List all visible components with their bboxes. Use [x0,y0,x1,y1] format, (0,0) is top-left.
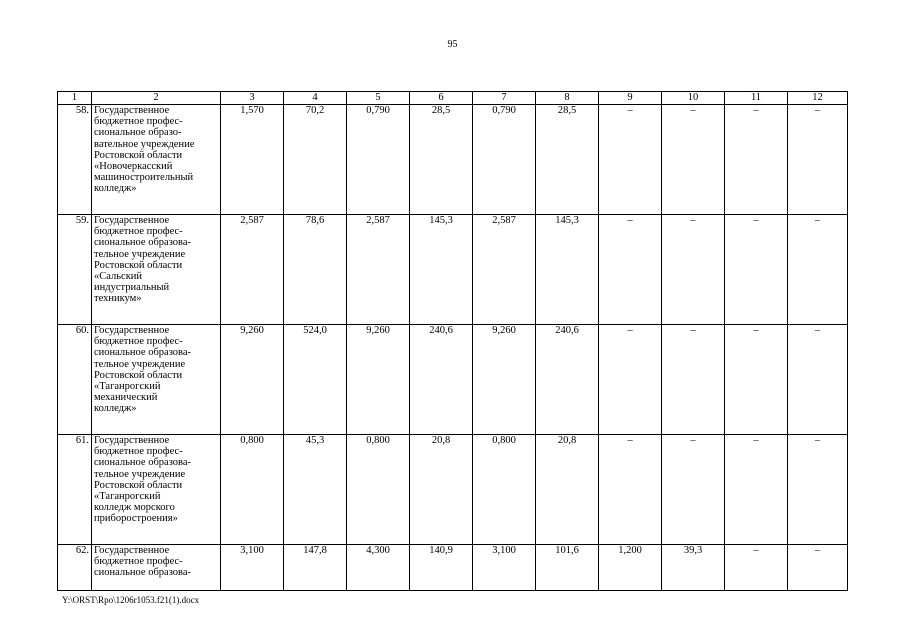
name-line: техникум» [94,293,142,305]
name-line: «Новочеркасский [94,161,173,173]
name-line: Государственное [94,545,170,556]
name-line: Ростовской области [94,369,183,381]
value-cell: 9,260 [473,325,536,435]
name-line: приборостроения» [94,513,178,525]
value-cell: – [662,215,725,325]
name-line: Ростовской области [94,259,183,271]
name-line: колледж» [94,403,137,415]
name-line: машиностроительный [94,172,194,184]
row-number: 59. [58,215,92,325]
column-header: 6 [410,92,473,105]
institution-name [92,435,221,545]
value-cell: 20,8 [410,435,473,545]
value-cell: 2,587 [473,215,536,325]
table-row [58,545,848,591]
name-line: «Таганрогский [94,491,161,503]
column-header: 10 [662,92,725,105]
value-cell: – [725,435,788,545]
name-line: бюджетное профес- [94,336,183,348]
value-cell: – [662,325,725,435]
value-cell: 28,5 [536,105,599,215]
value-cell: 145,3 [536,215,599,325]
value-cell: – [599,325,662,435]
column-header: 5 [347,92,410,105]
data-table [57,91,848,591]
value-cell: 1,570 [221,105,284,215]
value-cell: – [599,105,662,215]
row-number: 62. [58,545,92,591]
value-cell: 147,8 [284,545,347,591]
name-line: Государственное [94,325,170,336]
column-header: 3 [221,92,284,105]
name-line: сиональное образова- [94,457,192,469]
value-cell: – [788,215,848,325]
value-cell: 3,100 [221,545,284,591]
name-line: Государственное [94,105,170,116]
name-line: механический [94,392,158,404]
value-cell: – [662,105,725,215]
table-row [58,325,848,435]
value-cell: – [725,545,788,591]
value-cell: 45,3 [284,435,347,545]
value-cell: – [788,105,848,215]
column-number-row [58,92,848,105]
institution-name [92,325,221,435]
name-line: колледж морского [94,502,175,514]
value-cell: 0,800 [473,435,536,545]
column-header: 7 [473,92,536,105]
value-cell: 2,587 [347,215,410,325]
name-line: бюджетное профес- [94,226,183,238]
value-cell: 2,587 [221,215,284,325]
value-cell: 101,6 [536,545,599,591]
name-line: бюджетное профес- [94,556,183,568]
value-cell: 9,260 [221,325,284,435]
value-cell: 70,2 [284,105,347,215]
institution-name [92,215,221,325]
name-line: «Сальский [94,271,143,283]
value-cell: – [725,325,788,435]
value-cell: 240,6 [410,325,473,435]
name-line: Ростовской области [94,479,183,491]
row-number: 61. [58,435,92,545]
column-header: 2 [92,92,221,105]
value-cell: 0,800 [221,435,284,545]
name-line: вательное учреждение [94,138,195,150]
value-cell: – [599,435,662,545]
name-line: Ростовской области [94,149,183,161]
column-header: 1 [58,92,92,105]
value-cell: 140,9 [410,545,473,591]
institution-name [92,545,221,591]
value-cell: – [788,545,848,591]
name-line: сиональное образова- [94,347,192,359]
value-cell: 0,800 [347,435,410,545]
institution-name [92,105,221,215]
name-line: Государственное [94,435,170,446]
value-cell: – [788,435,848,545]
value-cell: – [788,325,848,435]
value-cell: 0,790 [473,105,536,215]
name-line: тельное учреждение [94,468,186,480]
row-number: 58. [58,105,92,215]
value-cell: 28,5 [410,105,473,215]
value-cell: 524,0 [284,325,347,435]
value-cell: 78,6 [284,215,347,325]
name-line: бюджетное профес- [94,116,183,128]
value-cell: 0,790 [347,105,410,215]
name-line: тельное учреждение [94,248,186,260]
value-cell: 20,8 [536,435,599,545]
name-line: Государственное [94,215,170,226]
table-row [58,105,848,215]
value-cell: 39,3 [662,545,725,591]
value-cell: 9,260 [347,325,410,435]
column-header: 11 [725,92,788,105]
name-line: тельное учреждение [94,358,186,370]
column-header: 8 [536,92,599,105]
column-header: 12 [788,92,848,105]
name-line: индустриальный [94,282,170,294]
value-cell: 145,3 [410,215,473,325]
value-cell: – [599,215,662,325]
row-number: 60. [58,325,92,435]
file-path-footer: Y:\ORST\Rpo\1206r1053.f21(1).docx [62,595,200,605]
value-cell: 1,200 [599,545,662,591]
name-line: колледж» [94,183,137,195]
name-line: сиональное образо- [94,127,182,139]
name-line: бюджетное профес- [94,446,183,458]
table-row [58,215,848,325]
column-header: 4 [284,92,347,105]
name-line: сиональное образова- [94,237,192,249]
name-line: «Таганрогский [94,381,161,393]
page-number: 95 [447,39,458,50]
table-row [58,435,848,545]
value-cell: 240,6 [536,325,599,435]
name-line: сиональное образова- [94,567,192,579]
value-cell: 3,100 [473,545,536,591]
value-cell: – [725,215,788,325]
column-header: 9 [599,92,662,105]
value-cell: – [662,435,725,545]
value-cell: 4,300 [347,545,410,591]
value-cell: – [725,105,788,215]
